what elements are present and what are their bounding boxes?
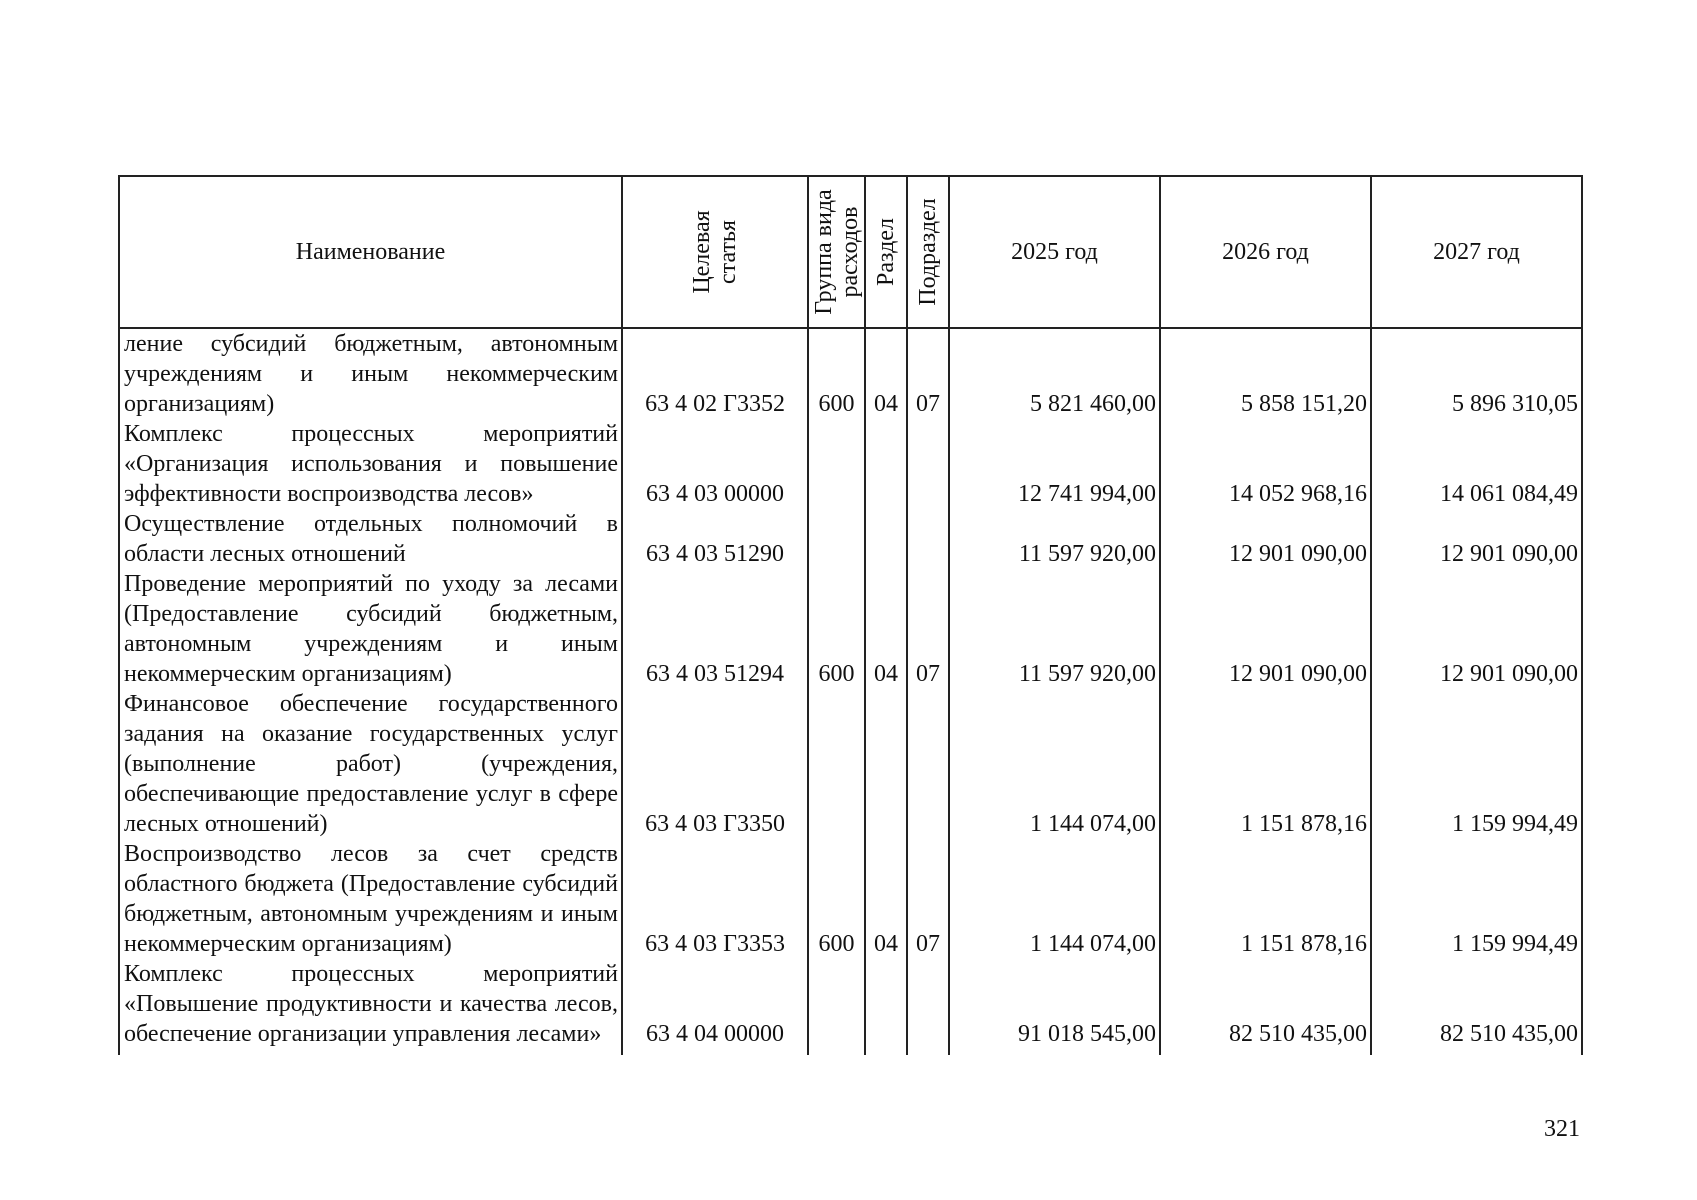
header-subsection-label: Подраздел (915, 198, 941, 306)
table-body (119, 328, 1582, 1055)
row-subsection (907, 509, 949, 569)
row-amount-2026: 82 510 435,00 (1160, 959, 1371, 1055)
row-subsection (907, 689, 949, 839)
header-2027: 2027 год (1371, 176, 1582, 328)
row-amount-2027: 14 061 084,49 (1371, 419, 1582, 509)
row-amount-2027: 82 510 435,00 (1371, 959, 1582, 1055)
row-amount-2027: 1 159 994,49 (1371, 689, 1582, 839)
row-expense-group: 600 (808, 569, 865, 689)
row-subsection: 07 (907, 328, 949, 419)
row-subsection: 07 (907, 569, 949, 689)
row-expense-group (808, 689, 865, 839)
row-target-article: 63 4 02 Г3352 (622, 328, 808, 419)
row-section: 04 (865, 569, 907, 689)
row-section (865, 509, 907, 569)
row-amount-2026: 1 151 878,16 (1160, 689, 1371, 839)
table-row (119, 569, 1582, 689)
header-2025: 2025 год (949, 176, 1160, 328)
row-section (865, 689, 907, 839)
header-name: Наименование (119, 176, 622, 328)
row-amount-2026: 12 901 090,00 (1160, 569, 1371, 689)
row-expense-group (808, 509, 865, 569)
row-name: Комплекс процессных мероприятий «Организация использования и повышение эффективности воспроизводства лесов» (119, 419, 622, 509)
table-header (119, 176, 1582, 328)
row-amount-2025: 12 741 994,00 (949, 419, 1160, 509)
table-row (119, 839, 1582, 959)
row-section (865, 959, 907, 1055)
row-name: Комплекс процессных мероприятий «Повышение продуктивности и качества лесов, обеспечение организации управления лесами» (119, 959, 622, 1055)
row-amount-2027: 12 901 090,00 (1371, 569, 1582, 689)
table-row (119, 509, 1582, 569)
row-amount-2025: 1 144 074,00 (949, 689, 1160, 839)
row-expense-group (808, 959, 865, 1055)
header-target-article (622, 176, 808, 328)
header-expense-group (808, 176, 865, 328)
row-section: 04 (865, 839, 907, 959)
row-amount-2027: 5 896 310,05 (1371, 328, 1582, 419)
row-section: 04 (865, 328, 907, 419)
row-amount-2027: 12 901 090,00 (1371, 509, 1582, 569)
row-target-article: 63 4 03 51294 (622, 569, 808, 689)
row-amount-2026: 12 901 090,00 (1160, 509, 1371, 569)
row-amount-2026: 14 052 968,16 (1160, 419, 1371, 509)
header-subsection (907, 176, 949, 328)
row-name: Финансовое обеспечение государственного задания на оказание государственных услуг (выполнение работ) (учреждения, обеспечивающие предоставление услуг в сфере лесных отношений) (119, 689, 622, 839)
row-expense-group: 600 (808, 328, 865, 419)
row-expense-group: 600 (808, 839, 865, 959)
row-name: Проведение мероприятий по уходу за лесами (Предоставление субсидий бюджетным, автономным учреждениям и иным некоммерческим организациям) (119, 569, 622, 689)
row-name: Осуществление отдельных полномочий в области лесных отношений (119, 509, 622, 569)
row-name: ление субсидий бюджетным, автономным учреждениям и иным некоммерческим организациям) (119, 328, 622, 419)
row-target-article: 63 4 03 00000 (622, 419, 808, 509)
row-amount-2027: 1 159 994,49 (1371, 839, 1582, 959)
header-2026: 2026 год (1160, 176, 1371, 328)
row-section (865, 419, 907, 509)
row-amount-2026: 1 151 878,16 (1160, 839, 1371, 959)
row-subsection (907, 419, 949, 509)
row-name: Воспроизводство лесов за счет средств областного бюджета (Предоставление субсидий бюджетным, автономным учреждениям и иным некоммерческим организациям) (119, 839, 622, 959)
row-subsection (907, 959, 949, 1055)
table-row (119, 959, 1582, 1055)
row-expense-group (808, 419, 865, 509)
table-row (119, 419, 1582, 509)
row-target-article: 63 4 04 00000 (622, 959, 808, 1055)
row-subsection: 07 (907, 839, 949, 959)
header-target-article-label: Целевая статья (689, 210, 741, 294)
row-amount-2025: 11 597 920,00 (949, 569, 1160, 689)
row-amount-2025: 1 144 074,00 (949, 839, 1160, 959)
table-row (119, 328, 1582, 419)
row-amount-2026: 5 858 151,20 (1160, 328, 1371, 419)
table-row (119, 689, 1582, 839)
row-target-article: 63 4 03 Г3353 (622, 839, 808, 959)
budget-table (118, 175, 1583, 1055)
row-target-article: 63 4 03 51290 (622, 509, 808, 569)
header-section (865, 176, 907, 328)
header-section-label: Раздел (873, 218, 899, 286)
row-amount-2025: 5 821 460,00 (949, 328, 1160, 419)
row-target-article: 63 4 03 Г3350 (622, 689, 808, 839)
row-amount-2025: 11 597 920,00 (949, 509, 1160, 569)
row-amount-2025: 91 018 545,00 (949, 959, 1160, 1055)
header-expense-group-label: Группа вида расходов (810, 189, 863, 315)
page-number: 321 (1544, 1116, 1580, 1142)
